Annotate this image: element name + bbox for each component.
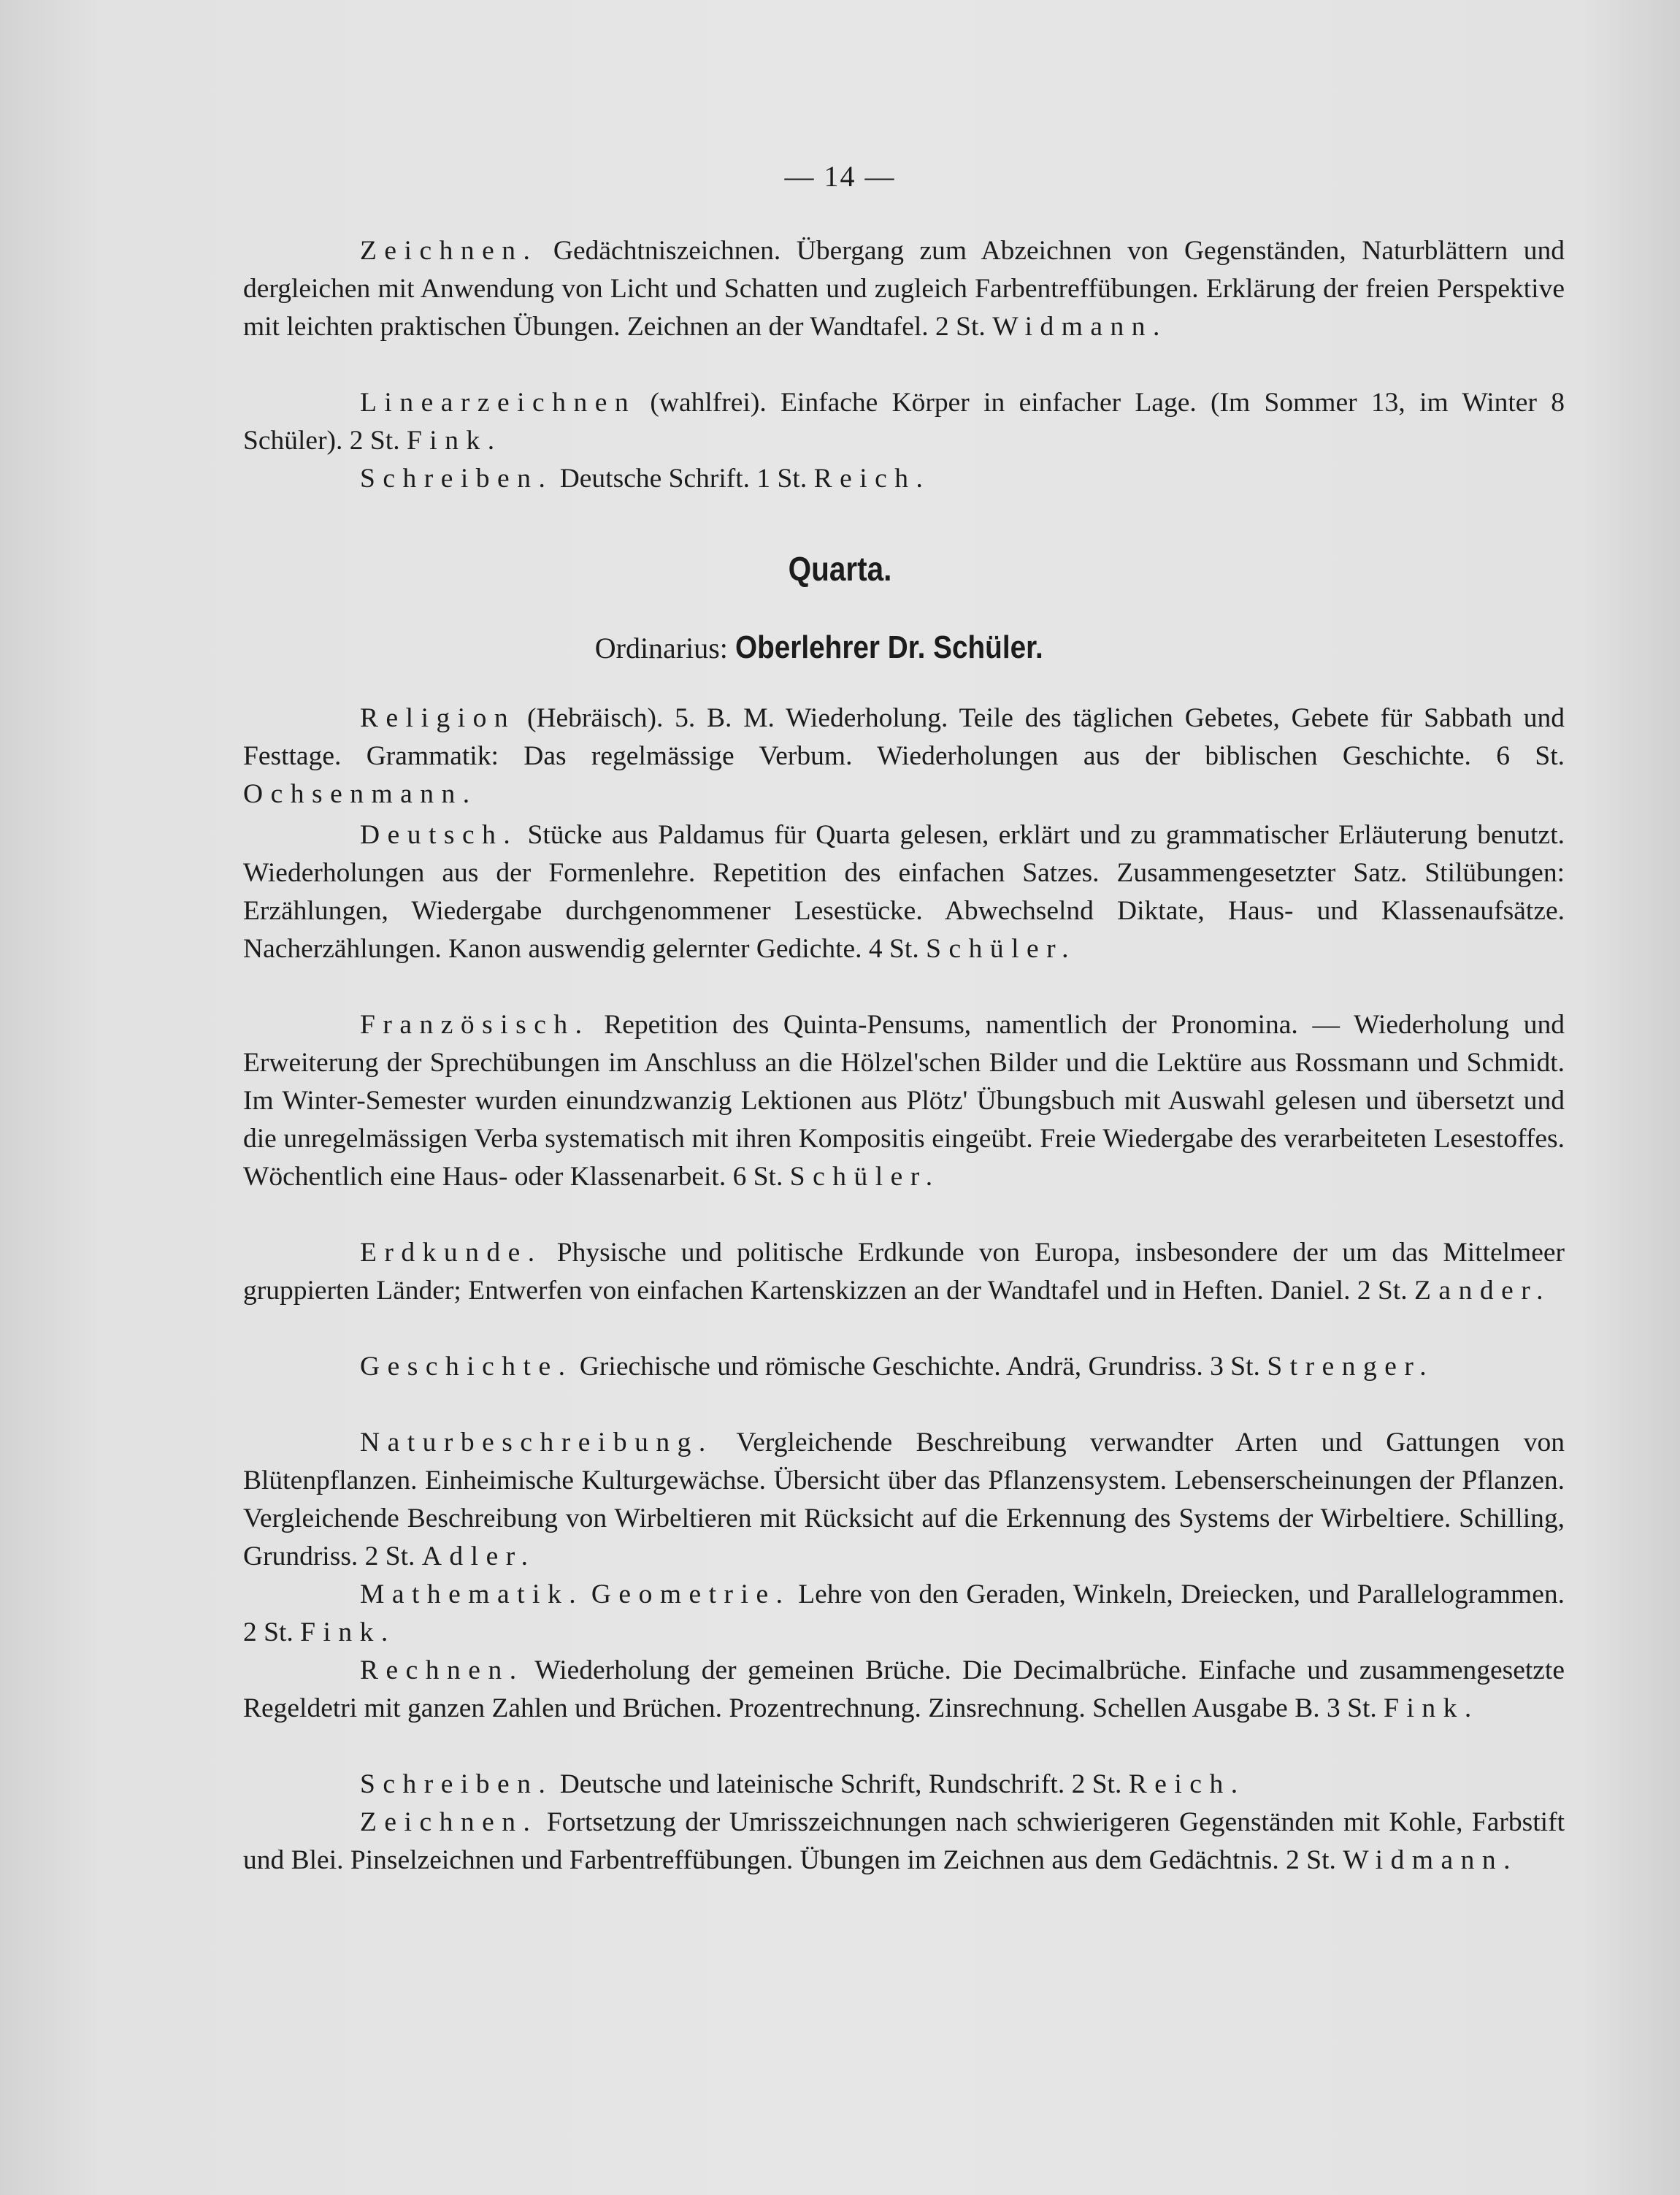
- teacher-name: Widmann.: [1343, 1845, 1519, 1875]
- subject-geschichte: [243, 1348, 1565, 1386]
- subject-text: (Hebräisch). 5. B. M. Wiederholung. Teile des täglichen Gebetes, Gebete für Sabbath und Festtage. Grammatik: Das regelmässige Verbum. Wiederholungen aus der biblischen Geschichte. 6 St.: [243, 703, 1565, 771]
- teacher-name: Widmann.: [992, 312, 1167, 342]
- teacher-name: Reich.: [813, 464, 931, 494]
- subject-text: Lehre von den Geraden, Winkeln, Dreiecken, und Parallelogrammen. 2 St.: [243, 1579, 1565, 1647]
- subject-erdkunde: [243, 1234, 1565, 1310]
- teacher-name: Schüler.: [789, 1162, 940, 1192]
- ordinarius-label: Ordinarius:: [594, 632, 735, 664]
- teacher-name: Strenger.: [1267, 1352, 1435, 1382]
- subject-label: Linearzeichnen: [360, 388, 637, 418]
- subject-label: Naturbeschreibung.: [360, 1428, 713, 1457]
- teacher-name: Adler.: [421, 1541, 536, 1571]
- paragraph-linearzeichnen: [243, 384, 1565, 460]
- subject-naturbeschreibung: [243, 1424, 1565, 1576]
- subject-text: Deutsche und lateinische Schrift, Rundschrift. 2 St.: [553, 1769, 1129, 1799]
- subject-label: Schreiben.: [360, 1769, 553, 1799]
- subject-label: Deutsch.: [360, 820, 518, 850]
- page-number: — 14 —: [784, 160, 896, 193]
- teacher-name: Fink.: [406, 426, 502, 456]
- subject-text: Gedächtniszeichnen. Übergang zum Abzeichnen von Gegenständen, Naturblättern und dergleichen mit Anwendung von Licht und Schatten und zugleich Farbentreffübungen. Erklärung der freien Perspektive mit leichten praktischen Übungen. Zeichnen an der Wandtafel. 2 St.: [243, 236, 1565, 342]
- subject-label: Schreiben.: [360, 464, 553, 494]
- subject-text: Griechische und römische Geschichte. Andrä, Grundriss. 3 St.: [572, 1352, 1267, 1382]
- teacher-name: Zander.: [1414, 1276, 1551, 1306]
- teacher-name: Fink.: [1384, 1693, 1479, 1723]
- subject-label: Zeichnen.: [360, 236, 538, 266]
- paragraph-zeichnen-top: [243, 232, 1565, 346]
- subject-schreiben: [243, 1766, 1565, 1804]
- subject-franzoesisch: [243, 1006, 1565, 1196]
- subject-text: Stücke aus Paldamus für Quarta gelesen, erklärt und zu grammatischer Erläuterung benutzt. Wiederholungen aus der Formenlehre. Repetition des einfachen Satzes. Zusammengesetzter Satz. Stilübungen: Erzählungen, Wiedergabe durchgenommener Lesestücke. Abwechselnd Diktate, Haus- und Klassenaufsätze. Nacherzählungen. Kanon auswendig gelernter Gedichte. 4 St.: [243, 820, 1565, 964]
- paragraph-schreiben-top: [243, 460, 1565, 498]
- subject-label: Erdkunde.: [360, 1238, 542, 1268]
- subject-text: Vergleichende Beschreibung verwandter Arten und Gattungen von Blütenpflanzen. Einheimische Kulturgewächse. Übersicht über das Pflanzensystem. Lebenserscheinungen der Pflanzen. Vergleichende Beschreibung von Wirbeltieren mit Rücksicht auf die Erkennung des Systems der Wirbeltiere. Schilling, Grundriss. 2 St.: [243, 1428, 1565, 1571]
- subject-text: Fortsetzung der Umrisszeichnungen nach schwierigeren Gegenständen mit Kohle, Farbstift und Blei. Pinselzeichnen und Farbentreffübungen. Übungen im Zeichnen aus dem Gedächtnis. 2 St.: [243, 1807, 1565, 1875]
- subject-label: Geschichte.: [360, 1352, 573, 1382]
- teacher-name: Reich.: [1128, 1769, 1246, 1799]
- subject-text: Repetition des Quinta-Pensums, namentlich der Pronomina. — Wiederholung und Erweiterung der Sprechübungen im Anschluss an die Hölzel'schen Bilder und die Lektüre aus Rossmann und Schmidt. Im Winter-Semester wurden einundzwanzig Lektionen aus Plötz' Übungsbuch mit Auswahl gelesen und übersetzt und die unregelmässigen Verba systematisch mit ihren Kompositis eingeübt. Freie Wiedergabe des verarbeiteten Lesestoffes. Wöchentlich eine Haus- oder Klassenarbeit. 6 St.: [243, 1010, 1565, 1192]
- subject-label: Rechnen.: [360, 1655, 524, 1685]
- subject-sublabel: Geometrie.: [591, 1579, 791, 1609]
- subject-zeichnen: [243, 1804, 1565, 1880]
- section-title: Quarta.: [788, 550, 892, 588]
- subject-rechnen: [243, 1652, 1565, 1728]
- subject-label: Zeichnen.: [360, 1807, 538, 1837]
- subject-text: Wiederholung der gemeinen Brüche. Die Decimalbrüche. Einfache und zusammengesetzte Regeldetri mit ganzen Zahlen und Brüchen. Prozentrechnung. Zinsrechnung. Schellen Ausgabe B. 3 St.: [243, 1655, 1565, 1723]
- subject-text: Physische und politische Erdkunde von Europa, insbesondere der um das Mittelmeer gruppierten Länder; Entwerfen von einfachen Kartenskizzen an der Wandtafel und in Heften. Daniel. 2 St.: [243, 1238, 1565, 1306]
- teacher-name: Fink.: [300, 1617, 396, 1647]
- subject-label: Mathematik.: [360, 1579, 584, 1609]
- teacher-name: Ochsenmann.: [243, 779, 477, 809]
- subject-text: Deutsche Schrift. 1 St.: [553, 464, 814, 494]
- subject-text: (wahlfrei). Einfache Körper in einfacher Lage. (Im Sommer 13, im Winter 8 Schüler). 2 St.: [243, 388, 1565, 456]
- ordinarius-name: Oberlehrer Dr. Schüler.: [734, 629, 1043, 665]
- teacher-name: Schüler.: [926, 934, 1076, 964]
- subject-mathematik: [243, 1576, 1565, 1652]
- ordinarius-line: [0, 629, 1680, 666]
- subject-label: Französisch.: [360, 1010, 590, 1040]
- subject-label: Religion: [360, 703, 516, 733]
- subject-religion: [243, 700, 1565, 813]
- subject-deutsch: [243, 816, 1565, 968]
